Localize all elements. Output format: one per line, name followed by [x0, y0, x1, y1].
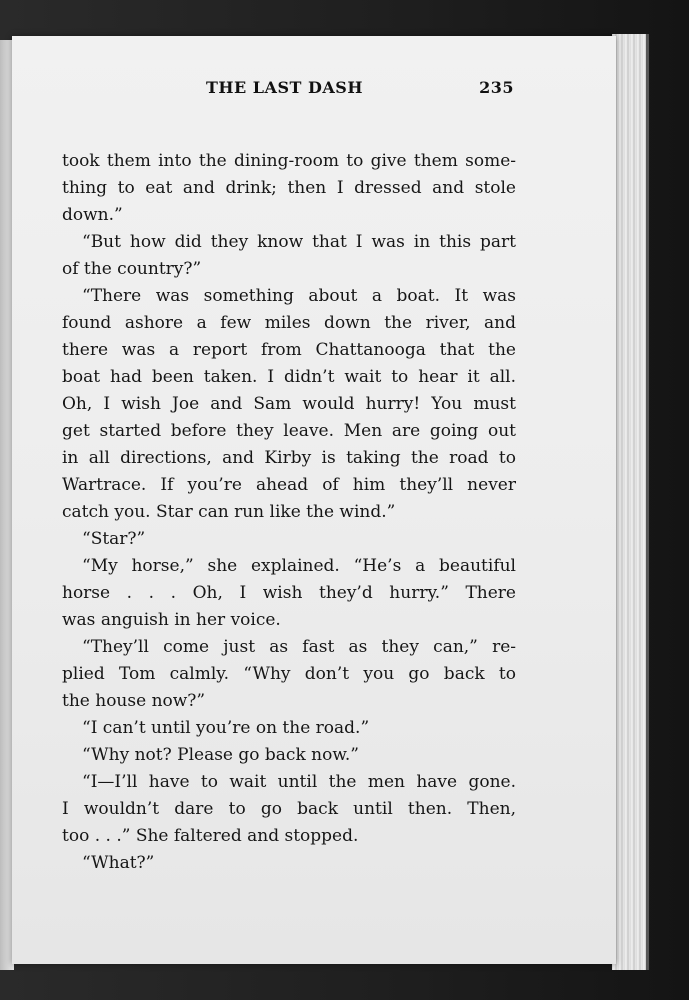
page-header: [62, 78, 514, 108]
page-body-text: [62, 148, 516, 877]
text-line: the house now?”: [62, 691, 206, 711]
text-line: horse . . . Oh, I wish they’d hurry.” There: [62, 583, 516, 603]
text-line: “My horse,” she explained. “He’s a beautiful: [82, 556, 516, 576]
text-line: of the country?”: [62, 259, 202, 279]
text-line: thing to eat and drink; then I dressed and stole: [62, 178, 516, 198]
running-title: THE LAST DASH: [206, 78, 363, 97]
text-line: was anguish in her voice.: [62, 610, 281, 630]
text-line: “Star?”: [82, 529, 146, 549]
text-line: catch you. Star can run like the wind.”: [62, 502, 396, 522]
text-line: plied Tom calmly. “Why don’t you go back to: [62, 664, 516, 684]
text-line: there was a report from Chattanooga that the: [62, 340, 516, 360]
text-line: “I can’t until you’re on the road.”: [82, 718, 370, 738]
text-line: found ashore a few miles down the river, and: [62, 313, 516, 333]
text-line: “I—I’ll have to wait until the men have gone.: [82, 772, 516, 792]
text-line: “But how did they know that I was in this part: [82, 232, 516, 252]
text-line: in all directions, and Kirby is taking the road to: [62, 448, 516, 468]
text-line: took them into the dining-room to give them some-: [62, 151, 516, 171]
text-line: “There was something about a boat. It was: [82, 286, 516, 306]
text-line: get started before they leave. Men are going out: [62, 421, 516, 441]
text-line: “What?”: [82, 853, 155, 873]
text-line: Wartrace. If you’re ahead of him they’ll never: [62, 475, 516, 495]
page-number: 235: [479, 78, 514, 97]
text-line: too . . .” She faltered and stopped.: [62, 826, 359, 846]
page-stack-edges: [612, 34, 649, 970]
text-line: Oh, I wish Joe and Sam would hurry! You must: [62, 394, 516, 414]
text-line: I wouldn’t dare to go back until then. Then,: [62, 799, 516, 819]
text-line: “Why not? Please go back now.”: [82, 745, 359, 765]
text-line: “They’ll come just as fast as they can,” re-: [82, 637, 516, 657]
text-line: boat had been taken. I didn’t wait to hear it all.: [62, 367, 516, 387]
text-line: down.”: [62, 205, 123, 225]
